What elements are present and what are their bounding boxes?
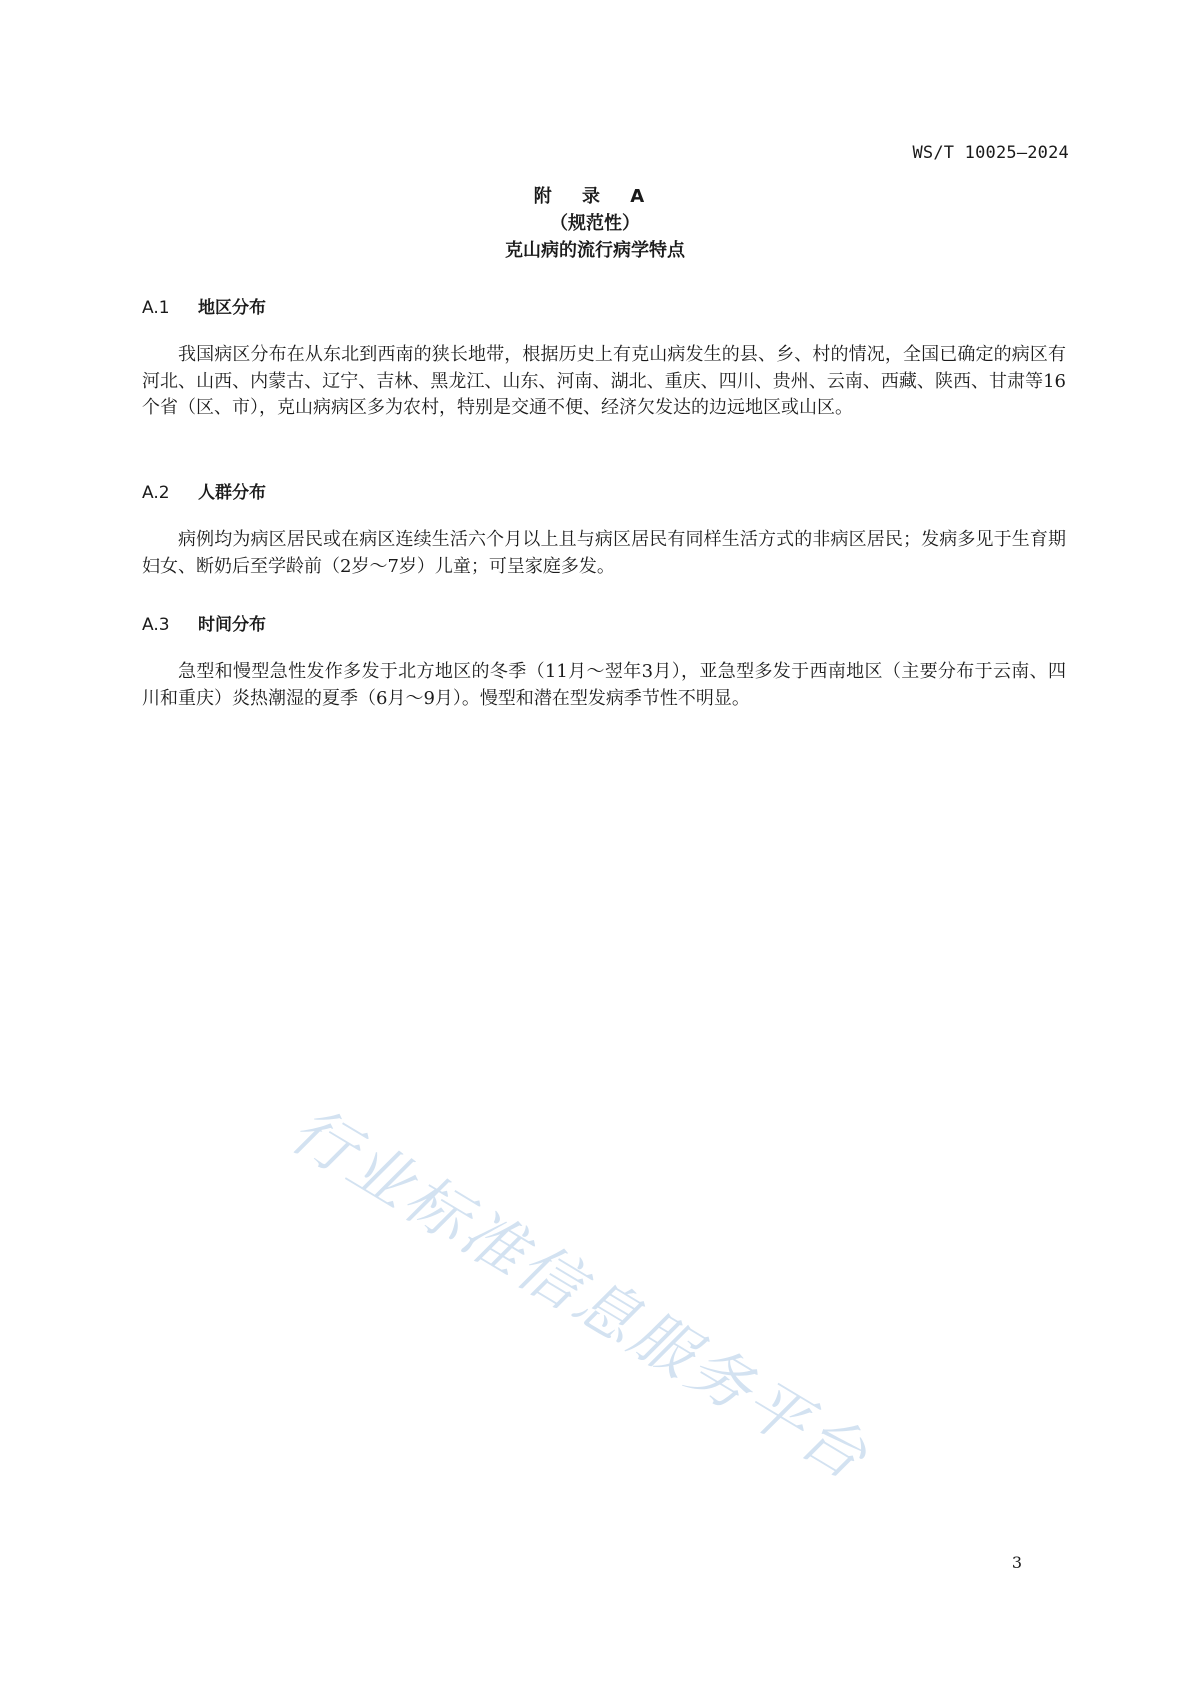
appendix-subject: 克山病的流行病学特点: [505, 240, 685, 261]
section-title: 时间分布: [198, 615, 266, 635]
section-number: A.3: [142, 615, 170, 635]
section-paragraph: 病例均为病区居民或在病区连续生活六个月以上且与病区居民有同样生活方式的非病区居民；发病多见于生育期妇女、断奶后至学龄前（2岁～7岁）儿童；可呈家庭多发。: [142, 529, 1066, 577]
page-number: 3: [1011, 1553, 1022, 1572]
section-number: A.2: [142, 483, 170, 503]
standard-code: WS/T 10025—2024: [912, 143, 1069, 163]
watermark-text: 行业标准信息服务平台: [278, 1092, 882, 1496]
section-title: 地区分布: [198, 298, 266, 318]
section-a3: [142, 611, 1066, 712]
section-heading: [142, 294, 1066, 322]
section-heading: [142, 611, 1066, 639]
appendix-nature: （规范性）: [550, 213, 640, 234]
appendix-title: 附 录 A: [533, 186, 657, 207]
section-heading: [142, 479, 1066, 507]
section-a1: [142, 294, 1066, 422]
section-paragraph: 我国病区分布在从东北到西南的狭长地带，根据历史上有克山病发生的县、乡、村的情况，全国已确定的病区有河北、山西、内蒙古、辽宁、吉林、黑龙江、山东、河南、湖北、重庆、四川、贵州、云南、西藏、陕西、甘肃等16个省（区、市），克山病病区多为农村，特别是交通不便、经济欠发达的边远地区或山区。: [142, 344, 1066, 418]
section-number: A.1: [142, 298, 170, 318]
section-paragraph: 急型和慢型急性发作多发于北方地区的冬季（11月～翌年3月），亚急型多发于西南地区（主要分布于云南、四川和重庆）炎热潮湿的夏季（6月～9月）。慢型和潜在型发病季节性不明显。: [142, 661, 1066, 709]
section-title: 人群分布: [198, 483, 266, 503]
section-a2: [142, 479, 1066, 580]
